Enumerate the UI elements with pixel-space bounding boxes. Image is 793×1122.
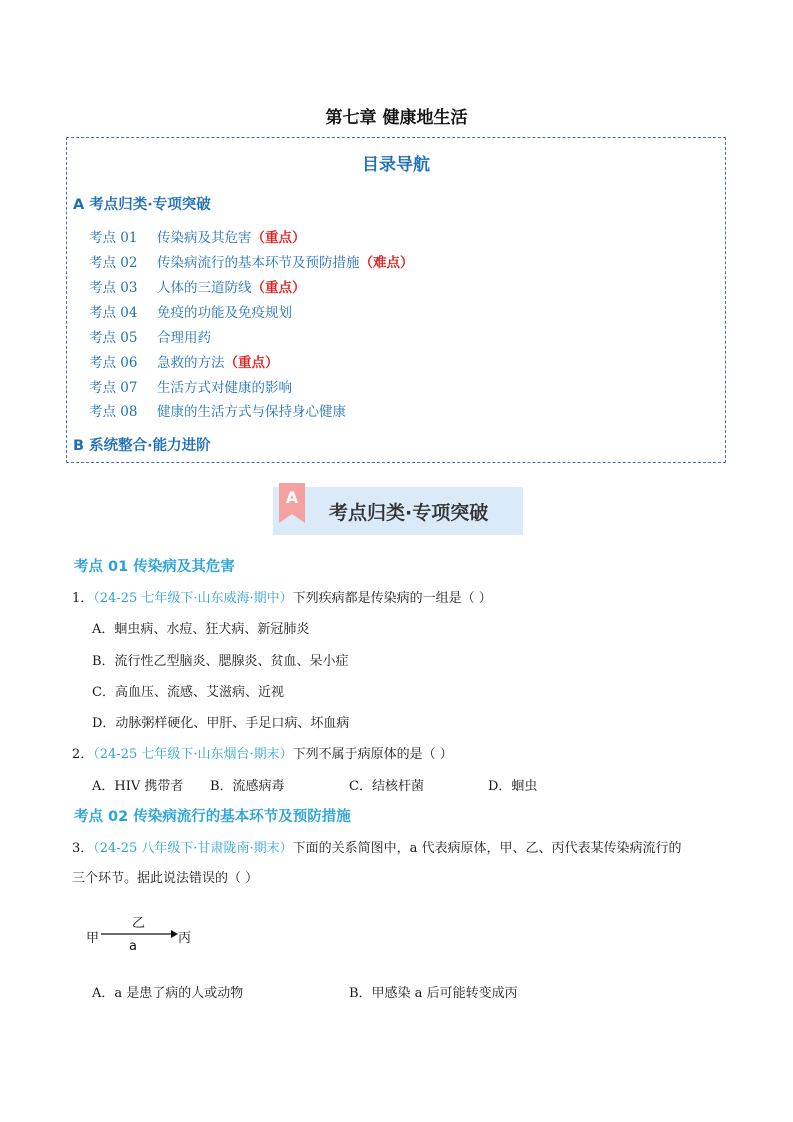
toc-item-text: 传染病及其危害 (157, 230, 252, 246)
question-stem: 下列疾病都是传染病的一组是（ ） (292, 591, 492, 606)
diagram-bottom-label: a (129, 939, 137, 954)
question-number: 1． (72, 591, 94, 606)
toc-item-tag: （重点） (251, 280, 306, 296)
toc-item-tag: （重点） (224, 355, 279, 371)
toc-item-02[interactable] (89, 251, 414, 271)
q2-option-a: A．HIV 携带者 (92, 779, 184, 794)
toc-item-label: 考点 04 (89, 305, 138, 321)
q2-option-b: B．流感病毒 (210, 779, 285, 794)
q3-option-b: B．甲感染 a 后可能转变成丙 (349, 986, 518, 1001)
q1-option-d: D．动脉粥样硬化、甲肝、手足口病、坏血病 (92, 716, 350, 731)
kd02-title: 考点 02 传染病流行的基本环节及预防措施 (74, 809, 351, 825)
relation-diagram (86, 912, 206, 956)
diagram-arrow-icon (101, 928, 179, 940)
toc-item-label: 考点 02 (89, 255, 138, 271)
toc-item-07[interactable] (89, 376, 292, 396)
question-2 (72, 743, 453, 762)
toc-item-label: 考点 08 (89, 404, 138, 420)
question-stem: 下面的关系简图中，a 代表病原体，甲、乙、丙代表某传染病流行的 (292, 841, 682, 856)
question-source: （24-25 七年级下·山东烟台·期末） (93, 747, 293, 762)
toc-box (66, 137, 726, 463)
toc-item-label: 考点 05 (89, 330, 138, 346)
question-source: （24-25 七年级下·山东威海·期中） (93, 591, 293, 606)
toc-item-text: 免疫的功能及免疫规划 (157, 305, 292, 321)
q1-option-c: C．高血压、流感、艾滋病、近视 (92, 685, 284, 700)
toc-item-label: 考点 07 (89, 380, 138, 396)
toc-item-label: 考点 01 (89, 230, 138, 246)
toc-item-text: 合理用药 (157, 330, 211, 346)
toc-item-text: 传染病流行的基本环节及预防措施 (157, 255, 360, 271)
toc-item-01[interactable] (89, 226, 306, 246)
question-3-stem-cont: 三个环节。据此说法错误的（ ） (72, 871, 259, 886)
q2-option-d: D．蛔虫 (488, 779, 538, 794)
diagram-left-label: 甲 (86, 931, 100, 946)
toc-item-04[interactable] (89, 301, 292, 321)
section-banner (273, 487, 523, 535)
question-1 (72, 587, 492, 606)
toc-item-text: 健康的生活方式与保持身心健康 (157, 404, 346, 420)
question-source: （24-25 八年级下·甘肃陇南·期末） (93, 841, 293, 856)
toc-item-03[interactable] (89, 276, 306, 296)
question-number: 2． (72, 747, 94, 762)
toc-item-tag: （难点） (359, 255, 414, 271)
section-a-badge-icon (279, 483, 305, 523)
page-title: 第七章 健康地生活 (325, 108, 468, 128)
question-3 (72, 837, 682, 856)
question-number: 3． (72, 841, 94, 856)
question-stem: 下列不属于病原体的是（ ） (292, 747, 453, 762)
diagram-right-label: 丙 (178, 931, 192, 946)
toc-heading: 目录导航 (362, 155, 430, 175)
badge-letter: A (285, 488, 299, 507)
toc-item-06[interactable] (89, 351, 279, 371)
q3-option-a: A．a 是患了病的人或动物 (92, 986, 244, 1001)
toc-section-a[interactable]: A 考点归类·专项突破 (73, 197, 211, 213)
toc-item-label: 考点 06 (89, 355, 138, 371)
toc-item-08[interactable] (89, 400, 346, 420)
q1-option-a: A．蛔虫病、水痘、狂犬病、新冠肺炎 (92, 622, 310, 637)
toc-item-text: 人体的三道防线 (157, 280, 252, 296)
kd01-title: 考点 01 传染病及其危害 (74, 559, 235, 575)
toc-item-label: 考点 03 (89, 280, 138, 296)
toc-item-text: 生活方式对健康的影响 (157, 380, 292, 396)
toc-item-text: 急救的方法 (157, 355, 225, 371)
q1-option-b: B．流行性乙型脑炎、腮腺炎、贫血、呆小症 (92, 654, 349, 669)
toc-section-b[interactable]: B 系统整合·能力进阶 (73, 438, 211, 454)
q2-option-c: C．结核杆菌 (349, 779, 424, 794)
diagram-top-label: 乙 (132, 916, 146, 931)
toc-item-05[interactable] (89, 326, 211, 346)
banner-title: 考点归类·专项突破 (329, 502, 489, 524)
toc-item-tag: （重点） (251, 230, 306, 246)
